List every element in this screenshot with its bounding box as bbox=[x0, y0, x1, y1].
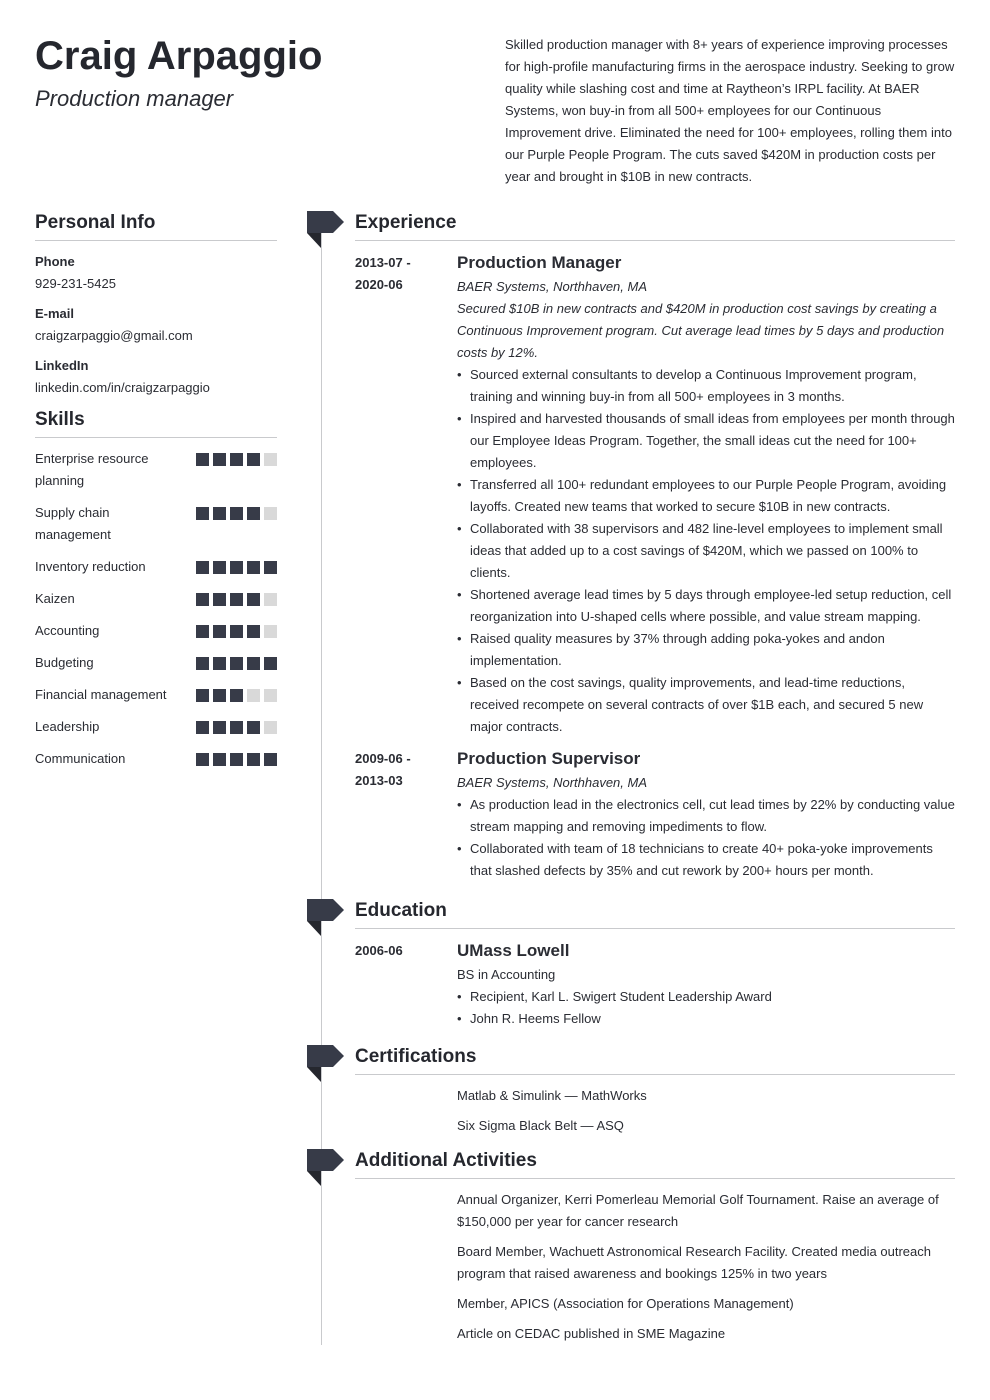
activities-heading: Additional Activities bbox=[355, 1148, 955, 1179]
list-item: • Sourced external consultants to develop a Continuous Improvement program, training and winning buy-in from all 500+ employees in 3 months. bbox=[457, 364, 955, 408]
rating-square-filled bbox=[230, 753, 243, 766]
rating-square-filled bbox=[230, 561, 243, 574]
activity-item: Member, APICS (Association for Operations Management) bbox=[457, 1296, 794, 1311]
degree: BS in Accounting bbox=[457, 967, 556, 982]
linkedin-value[interactable]: linkedin.com/in/craigzarpaggio bbox=[35, 380, 210, 395]
skill-name: Inventory reduction bbox=[35, 559, 146, 574]
rating-square-empty bbox=[264, 453, 277, 466]
rating-square-filled bbox=[196, 625, 209, 638]
rating-square-empty bbox=[264, 721, 277, 734]
skills-heading: Skills bbox=[35, 407, 277, 438]
education-date: 2006-06 bbox=[355, 943, 403, 958]
skill-name: Kaizen bbox=[35, 591, 75, 606]
rating-square-filled bbox=[230, 625, 243, 638]
job-date-end: 2020-06 bbox=[355, 277, 403, 292]
rating-square-filled bbox=[196, 689, 209, 702]
experience-section bbox=[355, 210, 955, 882]
rating-square-empty bbox=[264, 507, 277, 520]
rating-square-filled bbox=[247, 657, 260, 670]
skill-name: Leadership bbox=[35, 719, 100, 734]
job-title: Production Manager bbox=[457, 253, 622, 272]
skills-list bbox=[35, 448, 277, 770]
candidate-job-title: Production manager bbox=[35, 86, 234, 111]
education-bullets bbox=[457, 986, 955, 1030]
skill-name: Supply chain management bbox=[35, 505, 111, 542]
skill-rating bbox=[196, 453, 277, 466]
rating-square-filled bbox=[196, 561, 209, 574]
rating-square-filled bbox=[247, 507, 260, 520]
left-column bbox=[35, 210, 277, 770]
personal-info bbox=[35, 251, 277, 399]
job-organization: BAER Systems, Northhaven, MA bbox=[457, 775, 648, 790]
phone-label: Phone bbox=[35, 254, 75, 269]
list-item: • Raised quality measures by 37% through adding poka-yokes and andon implementation. bbox=[457, 628, 955, 672]
rating-square-empty bbox=[264, 625, 277, 638]
skill-row bbox=[35, 588, 277, 610]
rating-square-filled bbox=[230, 657, 243, 670]
rating-square-filled bbox=[230, 507, 243, 520]
email-value[interactable]: craigzarpaggio@gmail.com bbox=[35, 328, 193, 343]
skill-rating bbox=[196, 657, 277, 670]
rating-square-filled bbox=[213, 507, 226, 520]
skill-row bbox=[35, 502, 277, 546]
rating-square-filled bbox=[247, 561, 260, 574]
personal-info-heading: Personal Info bbox=[35, 210, 277, 241]
skill-rating bbox=[196, 753, 277, 766]
rating-square-filled bbox=[213, 753, 226, 766]
rating-square-filled bbox=[213, 721, 226, 734]
skill-row bbox=[35, 684, 277, 706]
rating-square-empty bbox=[264, 593, 277, 606]
section-flag-icon bbox=[307, 1045, 344, 1082]
job-bullets bbox=[457, 364, 955, 738]
skill-name: Accounting bbox=[35, 623, 100, 638]
job-dates bbox=[355, 748, 445, 792]
rating-square-empty bbox=[247, 689, 260, 702]
job-bullets bbox=[457, 794, 955, 882]
rating-square-filled bbox=[196, 453, 209, 466]
list-item: • Transferred all 100+ redundant employees to our Purple People Program, avoiding layoffs. Created new teams that worked to secure $10B in new contracts. bbox=[457, 474, 955, 518]
job-dates bbox=[355, 252, 445, 296]
job-summary: Secured $10B in new contracts and $420M in production cost savings by creating a Continuous Improvement program. Cut average lead times by 5 days and production costs by 12%. bbox=[457, 301, 945, 360]
phone-value: 929-231-5425 bbox=[35, 276, 116, 291]
section-flag-icon bbox=[307, 899, 344, 936]
rating-square-filled bbox=[213, 625, 226, 638]
list-item: • Based on the cost savings, quality improvements, and lead-time reductions, received recompete on several contracts of over $1B each, and secured 5 new major contracts. bbox=[457, 672, 955, 738]
rating-square-filled bbox=[196, 753, 209, 766]
rating-square-filled bbox=[213, 453, 226, 466]
rating-square-filled bbox=[196, 507, 209, 520]
rating-square-filled bbox=[213, 657, 226, 670]
section-flag-icon bbox=[307, 211, 344, 248]
rating-square-filled bbox=[247, 593, 260, 606]
activity-item: Board Member, Wachuett Astronomical Research Facility. Created media outreach program that raised awareness and bookings 125% in two years bbox=[457, 1244, 931, 1281]
skill-name: Communication bbox=[35, 751, 126, 766]
skill-row bbox=[35, 448, 277, 492]
job-title: Production Supervisor bbox=[457, 749, 641, 768]
certifications-section bbox=[355, 1044, 955, 1137]
education-heading: Education bbox=[355, 898, 955, 929]
rating-square-filled bbox=[213, 561, 226, 574]
job-organization: BAER Systems, Northhaven, MA bbox=[457, 279, 648, 294]
rating-square-filled bbox=[196, 657, 209, 670]
skill-row bbox=[35, 620, 277, 642]
certifications-heading: Certifications bbox=[355, 1044, 955, 1075]
certification-item: Six Sigma Black Belt — ASQ bbox=[457, 1118, 624, 1133]
job-date-end: 2013-03 bbox=[355, 773, 403, 788]
skill-name: Enterprise resource planning bbox=[35, 451, 149, 488]
section-flag-icon bbox=[307, 1149, 344, 1186]
job-entry bbox=[355, 252, 955, 738]
rating-square-filled bbox=[230, 721, 243, 734]
rating-square-filled bbox=[196, 593, 209, 606]
list-item: • Collaborated with team of 18 technicians to create 40+ poka-yoke improvements that slashed defects by 35% and cut rework by 200+ hours per month. bbox=[457, 838, 955, 882]
skill-name: Financial management bbox=[35, 687, 167, 702]
job-entry bbox=[355, 748, 955, 882]
list-item: • Recipient, Karl L. Swigert Student Leadership Award bbox=[457, 986, 955, 1008]
school-name: UMass Lowell bbox=[457, 941, 570, 960]
certification-item: Matlab & Simulink — MathWorks bbox=[457, 1088, 647, 1103]
candidate-name: Craig Arpaggio bbox=[35, 34, 323, 78]
rating-square-filled bbox=[247, 625, 260, 638]
rating-square-filled bbox=[213, 593, 226, 606]
skill-row bbox=[35, 556, 277, 578]
skill-rating bbox=[196, 625, 277, 638]
skill-rating bbox=[196, 721, 277, 734]
activity-item: Annual Organizer, Kerri Pomerleau Memorial Golf Tournament. Raise an average of $150,000 per year for cancer research bbox=[457, 1192, 939, 1229]
education-entry bbox=[355, 940, 955, 1030]
profile-summary: Skilled production manager with 8+ years of experience improving processes for high-profile manufacturing firms in the aerospace industry. Seeking to grow quality while slashing cost and time at Raytheon’s IRPL facility. At BAER Systems, won buy-in from all 500+ employees for our Continuous Improvement drive. Eliminated the need for 100+ employees, rolling them into our Purple People Program. The cuts saved $420M in production costs per year and brought in $10B in new contracts. bbox=[505, 37, 955, 184]
rating-square-filled bbox=[264, 561, 277, 574]
skill-rating bbox=[196, 593, 277, 606]
experience-heading: Experience bbox=[355, 210, 955, 241]
education-section bbox=[355, 898, 955, 1030]
rating-square-filled bbox=[264, 657, 277, 670]
list-item: • As production lead in the electronics cell, cut lead times by 22% by conducting value stream mapping and removing impediments to flow. bbox=[457, 794, 955, 838]
rating-square-filled bbox=[247, 753, 260, 766]
skill-rating bbox=[196, 507, 277, 520]
rating-square-empty bbox=[264, 689, 277, 702]
rating-square-filled bbox=[230, 593, 243, 606]
rating-square-filled bbox=[230, 453, 243, 466]
rating-square-filled bbox=[247, 453, 260, 466]
skill-rating bbox=[196, 561, 277, 574]
job-date-start: 2013-07 - bbox=[355, 255, 411, 270]
rating-square-filled bbox=[264, 753, 277, 766]
email-label: E-mail bbox=[35, 306, 75, 321]
activities-section bbox=[355, 1148, 955, 1345]
rating-square-filled bbox=[247, 721, 260, 734]
activity-item: Article on CEDAC published in SME Magazine bbox=[457, 1326, 726, 1341]
job-date-start: 2009-06 - bbox=[355, 751, 411, 766]
skill-name: Budgeting bbox=[35, 655, 94, 670]
skill-row bbox=[35, 652, 277, 674]
list-item: • Inspired and harvested thousands of small ideas from employees per month through our Employee Ideas Program. Together, the small ideas cut the need for 100+ employees. bbox=[457, 408, 955, 474]
skill-rating bbox=[196, 689, 277, 702]
list-item: • Shortened average lead times by 5 days through employee-led setup reduction, cell reorganization into U-shaped cells where possible, and value stream mapping. bbox=[457, 584, 955, 628]
linkedin-label: LinkedIn bbox=[35, 358, 89, 373]
skill-row bbox=[35, 748, 277, 770]
list-item: • John R. Heems Fellow bbox=[457, 1008, 955, 1030]
skill-row bbox=[35, 716, 277, 738]
rating-square-filled bbox=[213, 689, 226, 702]
list-item: • Collaborated with 38 supervisors and 482 line-level employees to implement small ideas that added up to a cost savings of $420M, which we passed on 100% to clients. bbox=[457, 518, 955, 584]
rating-square-filled bbox=[230, 689, 243, 702]
rating-square-filled bbox=[196, 721, 209, 734]
